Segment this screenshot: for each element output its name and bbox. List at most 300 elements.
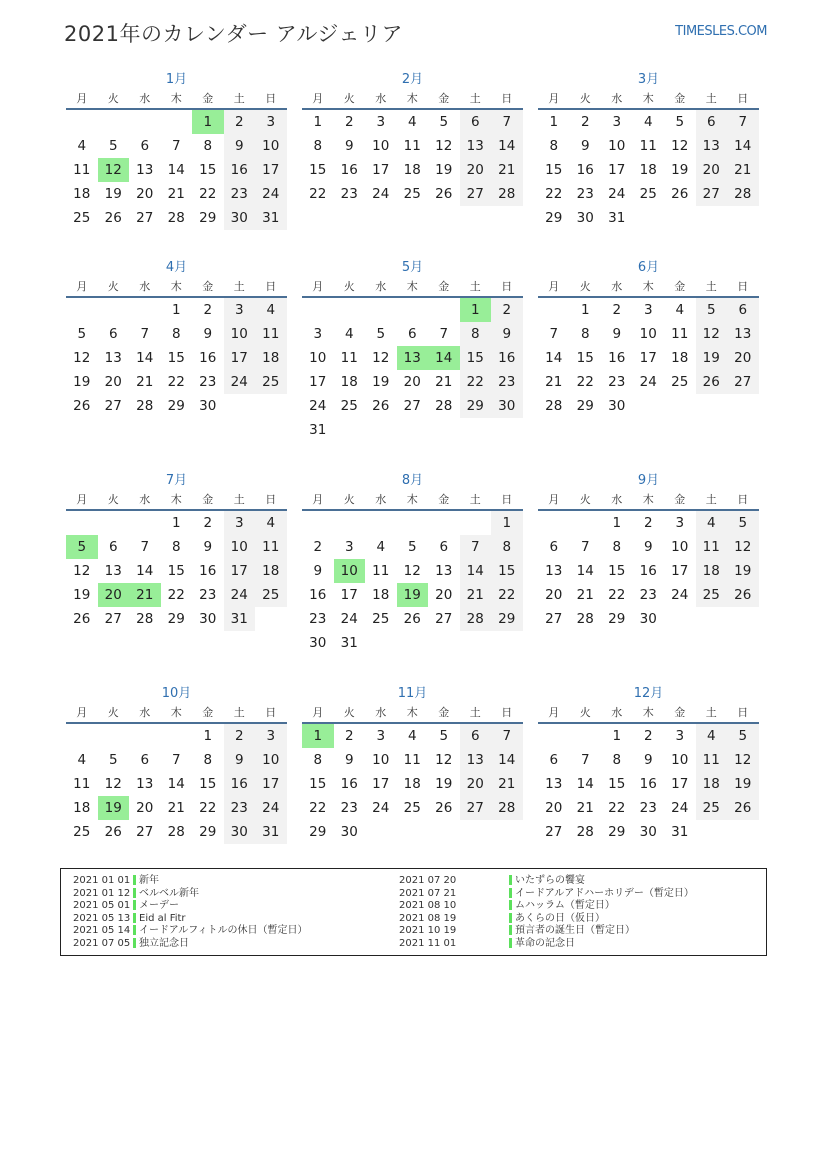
day-cell: 3 [612, 114, 622, 130]
legend-row [399, 875, 694, 888]
day-cell: 23 [309, 611, 327, 627]
day-cell: 28 [491, 182, 523, 206]
day-cell: 10 [671, 539, 689, 555]
day-cell: 6 [460, 110, 492, 134]
day-cell: 25 [403, 186, 421, 202]
weekday-label: 日 [265, 280, 277, 293]
day-cell: 19 [435, 162, 453, 178]
day-cell: 17 [224, 559, 256, 583]
day-cell: 28 [576, 611, 594, 627]
day-cell: 19 [727, 772, 759, 796]
day-cell: 2 [491, 298, 523, 322]
day-cell: 19 [696, 346, 728, 370]
weekday-header [66, 90, 287, 110]
day-cell: 26 [73, 398, 91, 414]
empty-cell [397, 298, 429, 322]
day-cell: 7 [439, 326, 449, 342]
legend-holiday-name: 独立記念日 [139, 937, 189, 949]
weekday-label: 月 [76, 92, 88, 105]
day-cell: 7 [491, 110, 523, 134]
weekday-label: 水 [375, 493, 387, 506]
empty-cell [129, 511, 161, 535]
day-cell: 1 [549, 114, 559, 130]
day-cell: 30 [224, 820, 256, 844]
weekday-label: 水 [139, 92, 151, 105]
day-cell: 5 [675, 114, 685, 130]
weekday-label: 日 [265, 493, 277, 506]
day-cell: 26 [372, 398, 390, 414]
day-grid [66, 511, 287, 631]
day-cell: 31 [608, 210, 626, 226]
month-9 [538, 471, 759, 631]
month-3 [538, 70, 759, 230]
weekday-label: 火 [579, 706, 591, 719]
day-cell: 1 [580, 302, 590, 318]
month-name: 11月 [397, 686, 428, 701]
day-cell: 22 [167, 587, 185, 603]
day-cell: 25 [372, 611, 390, 627]
month-name: 5月 [401, 260, 424, 275]
day-cell: 11 [255, 535, 287, 559]
empty-cell [302, 511, 334, 535]
day-cell: 26 [435, 800, 453, 816]
day-cell: 10 [608, 138, 626, 154]
holiday-day-cell: 20 [98, 583, 130, 607]
legend-date: 2021 07 20 [399, 875, 457, 886]
day-cell: 8 [313, 138, 323, 154]
day-cell: 2 [224, 724, 256, 748]
day-cell: 9 [344, 138, 354, 154]
legend-marker [133, 938, 136, 948]
day-grid [66, 298, 287, 418]
day-cell: 17 [224, 346, 256, 370]
day-cell: 19 [73, 374, 91, 390]
day-cell: 29 [545, 210, 563, 226]
day-cell: 13 [545, 563, 563, 579]
day-cell: 4 [407, 114, 417, 130]
day-cell: 5 [108, 752, 118, 768]
day-cell: 10 [255, 748, 287, 772]
weekday-label: 金 [202, 706, 214, 719]
day-cell: 18 [73, 800, 91, 816]
weekday-label: 土 [469, 706, 481, 719]
day-cell: 21 [167, 800, 185, 816]
weekday-label: 金 [438, 92, 450, 105]
day-cell: 22 [199, 186, 217, 202]
day-cell: 7 [549, 326, 559, 342]
legend-marker [133, 900, 136, 910]
day-cell: 13 [460, 134, 492, 158]
weekday-label: 水 [139, 493, 151, 506]
day-cell: 20 [435, 587, 453, 603]
day-cell: 10 [224, 535, 256, 559]
day-cell: 18 [696, 772, 728, 796]
day-cell: 1 [612, 728, 622, 744]
day-cell: 9 [491, 322, 523, 346]
day-cell: 11 [73, 162, 91, 178]
legend-row [399, 913, 694, 926]
day-cell: 30 [199, 611, 217, 627]
day-cell: 8 [203, 752, 213, 768]
day-cell: 2 [203, 515, 213, 531]
day-cell: 5 [376, 326, 386, 342]
day-cell: 7 [171, 138, 181, 154]
day-cell: 6 [549, 752, 559, 768]
day-cell: 11 [73, 776, 91, 792]
day-cell: 4 [77, 138, 87, 154]
weekday-label: 土 [469, 493, 481, 506]
legend-date: 2021 05 13 [73, 912, 131, 924]
weekday-label: 金 [202, 280, 214, 293]
day-cell: 28 [435, 398, 453, 414]
day-cell: 4 [255, 298, 287, 322]
day-cell: 9 [643, 752, 653, 768]
month-name: 9月 [637, 473, 660, 488]
day-cell: 10 [639, 326, 657, 342]
day-cell: 20 [727, 346, 759, 370]
weekday-label: 月 [76, 493, 88, 506]
day-cell: 9 [224, 134, 256, 158]
day-cell: 16 [224, 772, 256, 796]
day-cell: 24 [255, 182, 287, 206]
weekday-label: 木 [642, 493, 654, 506]
day-cell: 13 [136, 776, 154, 792]
day-cell: 23 [608, 374, 626, 390]
weekday-label: 月 [76, 280, 88, 293]
legend-holiday-name: Eid al Fitr [139, 912, 186, 924]
day-cell: 7 [140, 326, 150, 342]
day-cell: 7 [580, 752, 590, 768]
weekday-label: 日 [737, 706, 749, 719]
weekday-label: 水 [375, 280, 387, 293]
holiday-legend [60, 868, 767, 956]
day-cell: 10 [671, 752, 689, 768]
day-cell: 20 [460, 158, 492, 182]
day-cell: 30 [224, 206, 256, 230]
site-link[interactable]: TIMESLES.COM [675, 24, 767, 39]
day-cell: 7 [580, 539, 590, 555]
holiday-day-cell: 13 [397, 346, 429, 370]
day-cell: 13 [136, 162, 154, 178]
day-cell: 26 [671, 186, 689, 202]
day-cell: 31 [671, 824, 689, 840]
month-name: 2月 [401, 72, 424, 87]
weekday-label: 木 [406, 280, 418, 293]
day-cell: 27 [403, 398, 421, 414]
day-cell: 19 [372, 374, 390, 390]
day-cell: 24 [639, 374, 657, 390]
weekday-label: 木 [170, 92, 182, 105]
day-cell: 18 [403, 776, 421, 792]
day-cell: 5 [439, 728, 449, 744]
legend-marker [133, 925, 136, 935]
weekday-label: 月 [548, 280, 560, 293]
day-cell: 23 [639, 800, 657, 816]
day-cell: 19 [104, 186, 122, 202]
day-cell: 26 [727, 796, 759, 820]
weekday-label: 日 [737, 280, 749, 293]
day-cell: 6 [549, 539, 559, 555]
legend-row [73, 913, 308, 926]
day-cell: 22 [491, 583, 523, 607]
legend-marker [509, 875, 512, 885]
day-cell: 28 [576, 824, 594, 840]
month-name: 1月 [165, 72, 188, 87]
day-cell: 12 [73, 563, 91, 579]
day-cell: 6 [108, 539, 118, 555]
day-cell: 22 [309, 186, 327, 202]
day-cell: 26 [73, 611, 91, 627]
month-5 [302, 258, 523, 442]
day-cell: 20 [460, 772, 492, 796]
day-cell: 27 [545, 611, 563, 627]
day-cell: 7 [460, 535, 492, 559]
weekday-label: 水 [611, 92, 623, 105]
day-cell: 29 [167, 398, 185, 414]
weekday-label: 月 [548, 92, 560, 105]
empty-cell [538, 724, 570, 748]
weekday-label: 木 [406, 493, 418, 506]
weekday-label: 月 [312, 92, 324, 105]
day-cell: 14 [491, 748, 523, 772]
weekday-label: 月 [76, 706, 88, 719]
legend-marker [133, 875, 136, 885]
day-cell: 3 [675, 515, 685, 531]
day-cell: 8 [313, 752, 323, 768]
legend-holiday-name: ムハッラム（暫定日） [515, 900, 615, 911]
day-cell: 27 [727, 370, 759, 394]
day-cell: 11 [639, 138, 657, 154]
day-cell: 17 [340, 587, 358, 603]
legend-holiday-name: あくらの日（仮日） [515, 912, 605, 924]
legend-marker [509, 913, 512, 923]
day-cell: 2 [643, 728, 653, 744]
holiday-day-cell: 12 [98, 158, 130, 182]
weekday-label: 土 [705, 280, 717, 293]
day-cell: 4 [77, 752, 87, 768]
weekday-label: 木 [406, 706, 418, 719]
legend-marker [509, 938, 512, 948]
day-cell: 23 [491, 370, 523, 394]
day-cell: 14 [460, 559, 492, 583]
day-cell: 17 [372, 776, 390, 792]
day-cell: 1 [491, 511, 523, 535]
day-cell: 21 [576, 800, 594, 816]
day-cell: 9 [203, 326, 213, 342]
empty-cell [538, 298, 570, 322]
day-cell: 30 [576, 210, 594, 226]
day-cell: 22 [545, 186, 563, 202]
weekday-label: 日 [265, 92, 277, 105]
day-cell: 5 [407, 539, 417, 555]
legend-date: 2021 05 14 [73, 925, 131, 936]
day-cell: 3 [376, 728, 386, 744]
weekday-label: 土 [469, 280, 481, 293]
weekday-label: 土 [705, 493, 717, 506]
legend-row [73, 925, 308, 938]
page-title: 2021年のカレンダー アルジェリア [64, 22, 403, 46]
weekday-label: 火 [343, 493, 355, 506]
day-cell: 18 [73, 186, 91, 202]
day-cell: 3 [224, 511, 256, 535]
weekday-label: 月 [548, 493, 560, 506]
day-cell: 14 [167, 162, 185, 178]
day-cell: 12 [727, 748, 759, 772]
day-cell: 29 [608, 824, 626, 840]
day-cell: 27 [104, 611, 122, 627]
day-grid [302, 511, 523, 655]
weekday-label: 日 [501, 493, 513, 506]
day-cell: 23 [224, 796, 256, 820]
day-cell: 19 [727, 559, 759, 583]
day-cell: 27 [460, 182, 492, 206]
day-grid [302, 298, 523, 442]
day-cell: 8 [612, 752, 622, 768]
weekday-label: 土 [233, 92, 245, 105]
day-cell: 13 [727, 322, 759, 346]
day-cell: 26 [435, 186, 453, 202]
day-cell: 27 [435, 611, 453, 627]
day-cell: 4 [407, 728, 417, 744]
empty-cell [570, 511, 602, 535]
day-cell: 13 [104, 350, 122, 366]
weekday-label: 木 [170, 493, 182, 506]
day-cell: 25 [340, 398, 358, 414]
weekday-label: 金 [202, 493, 214, 506]
day-cell: 12 [104, 776, 122, 792]
legend-column-right [399, 875, 694, 950]
day-cell: 7 [727, 110, 759, 134]
day-cell: 13 [104, 563, 122, 579]
day-cell: 7 [171, 752, 181, 768]
day-cell: 11 [696, 535, 728, 559]
weekday-label: 日 [265, 706, 277, 719]
legend-row [399, 888, 694, 901]
weekday-header [302, 704, 523, 724]
empty-cell [570, 724, 602, 748]
day-cell: 1 [612, 515, 622, 531]
day-cell: 17 [639, 350, 657, 366]
day-cell: 22 [460, 370, 492, 394]
day-cell: 3 [643, 302, 653, 318]
empty-cell [334, 298, 366, 322]
empty-cell [365, 511, 397, 535]
legend-date: 2021 05 01 [73, 900, 131, 911]
day-grid [302, 724, 523, 844]
weekday-label: 土 [233, 706, 245, 719]
day-cell: 13 [435, 563, 453, 579]
day-cell: 4 [344, 326, 354, 342]
day-grid [538, 724, 759, 844]
day-cell: 6 [727, 298, 759, 322]
legend-row [399, 938, 694, 951]
empty-cell [129, 724, 161, 748]
day-cell: 4 [696, 511, 728, 535]
day-cell: 24 [671, 800, 689, 816]
day-cell: 3 [255, 110, 287, 134]
empty-cell [365, 298, 397, 322]
month-1 [66, 70, 287, 230]
day-cell: 30 [309, 635, 327, 651]
day-cell: 2 [344, 114, 354, 130]
day-cell: 11 [372, 563, 390, 579]
day-cell: 16 [491, 346, 523, 370]
weekday-label: 火 [343, 706, 355, 719]
day-cell: 25 [73, 824, 91, 840]
day-cell: 12 [727, 535, 759, 559]
day-cell: 8 [460, 322, 492, 346]
empty-cell [161, 724, 193, 748]
day-cell: 15 [460, 346, 492, 370]
day-cell: 17 [255, 772, 287, 796]
weekday-label: 月 [312, 280, 324, 293]
day-cell: 8 [612, 539, 622, 555]
legend-row [399, 900, 694, 913]
day-cell: 5 [77, 326, 87, 342]
weekday-label: 土 [705, 706, 717, 719]
day-cell: 31 [340, 635, 358, 651]
legend-row [73, 888, 308, 901]
day-cell: 19 [435, 776, 453, 792]
day-cell: 9 [344, 752, 354, 768]
day-cell: 16 [199, 350, 217, 366]
day-cell: 24 [608, 186, 626, 202]
day-cell: 18 [340, 374, 358, 390]
day-cell: 14 [136, 563, 154, 579]
holiday-day-cell: 5 [66, 535, 98, 559]
holiday-day-cell: 19 [397, 583, 429, 607]
day-cell: 12 [73, 350, 91, 366]
weekday-label: 日 [501, 280, 513, 293]
legend-date: 2021 11 01 [399, 937, 457, 949]
weekday-header [66, 491, 287, 511]
day-cell: 30 [491, 394, 523, 418]
day-cell: 25 [671, 374, 689, 390]
empty-cell [66, 298, 98, 322]
day-cell: 10 [309, 350, 327, 366]
day-cell: 28 [460, 607, 492, 631]
day-cell: 19 [73, 587, 91, 603]
day-cell: 9 [580, 138, 590, 154]
day-cell: 4 [675, 302, 685, 318]
day-cell: 2 [344, 728, 354, 744]
legend-holiday-name: メーデー [139, 900, 179, 911]
day-cell: 30 [608, 398, 626, 414]
month-name: 3月 [637, 72, 660, 87]
day-cell: 17 [309, 374, 327, 390]
empty-cell [129, 110, 161, 134]
weekday-label: 金 [674, 706, 686, 719]
day-cell: 24 [372, 800, 390, 816]
day-cell: 6 [439, 539, 449, 555]
day-cell: 3 [224, 298, 256, 322]
day-cell: 16 [224, 158, 256, 182]
weekday-label: 土 [233, 493, 245, 506]
day-cell: 18 [696, 559, 728, 583]
day-cell: 29 [309, 824, 327, 840]
legend-row [73, 900, 308, 913]
day-cell: 8 [203, 138, 213, 154]
day-cell: 16 [340, 162, 358, 178]
day-cell: 16 [309, 587, 327, 603]
day-cell: 22 [608, 800, 626, 816]
day-cell: 21 [545, 374, 563, 390]
day-cell: 26 [104, 210, 122, 226]
day-cell: 16 [639, 563, 657, 579]
day-cell: 27 [460, 796, 492, 820]
day-cell: 23 [639, 587, 657, 603]
day-cell: 29 [167, 611, 185, 627]
